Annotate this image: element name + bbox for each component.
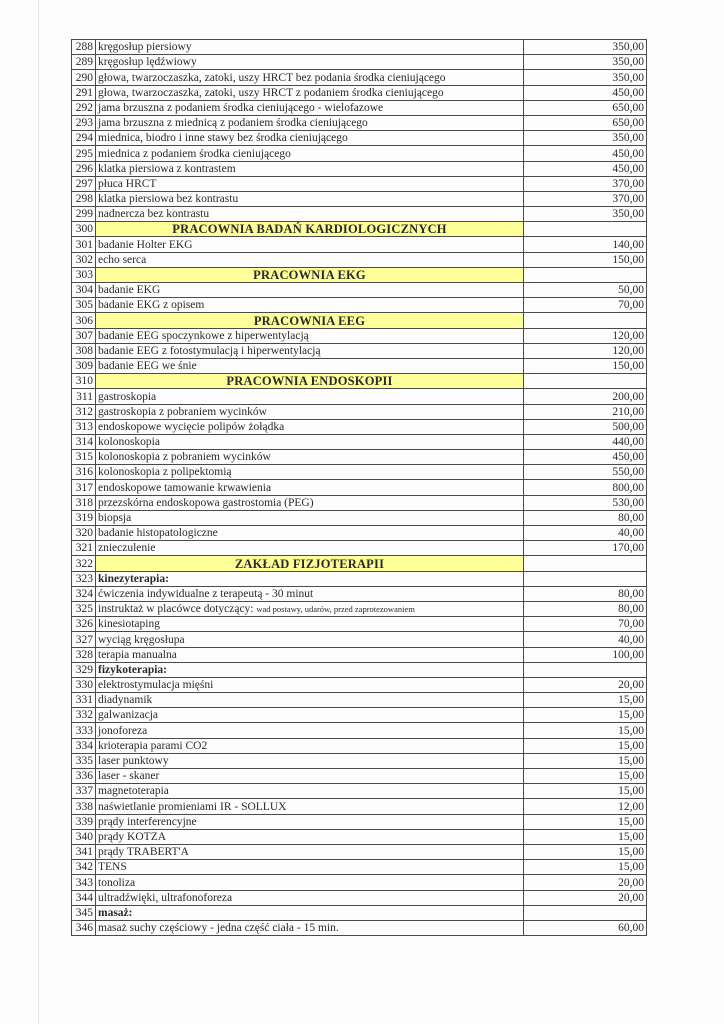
service-price: 500,00 — [524, 419, 647, 434]
table-row — [72, 723, 647, 738]
service-price — [524, 222, 647, 237]
table-row — [72, 875, 647, 890]
service-price — [524, 267, 647, 282]
service-price: 15,00 — [524, 769, 647, 784]
section-header-row — [72, 556, 647, 571]
service-price: 350,00 — [524, 55, 647, 70]
service-price: 80,00 — [524, 601, 647, 616]
service-description: galwanizacja — [96, 708, 524, 723]
service-price: 370,00 — [524, 176, 647, 191]
service-description: miednica z podaniem środka cieniującego — [96, 146, 524, 161]
table-row — [72, 829, 647, 844]
service-description: tonoliza — [96, 875, 524, 890]
table-row — [72, 890, 647, 905]
service-price: 15,00 — [524, 723, 647, 738]
row-number: 311 — [72, 389, 96, 404]
service-description: klatka piersiowa bez kontrastu — [96, 191, 524, 206]
section-title: ZAKŁAD FIZJOTERAPII — [96, 556, 524, 571]
service-price: 450,00 — [524, 161, 647, 176]
service-description: jama brzuszna z miednicą z podaniem środka cieniującego — [96, 115, 524, 130]
row-number: 335 — [72, 753, 96, 768]
table-row — [72, 207, 647, 222]
row-number: 336 — [72, 769, 96, 784]
row-number: 322 — [72, 556, 96, 571]
row-number: 330 — [72, 677, 96, 692]
service-price: 15,00 — [524, 693, 647, 708]
service-price: 210,00 — [524, 404, 647, 419]
service-description: badanie histopatologiczne — [96, 526, 524, 541]
table-row — [72, 799, 647, 814]
table-row — [72, 860, 647, 875]
service-description: laser punktowy — [96, 753, 524, 768]
table-row — [72, 298, 647, 313]
row-number: 305 — [72, 298, 96, 313]
service-price — [524, 556, 647, 571]
service-description: elektrostymulacja mięśni — [96, 677, 524, 692]
table-row — [72, 708, 647, 723]
row-number: 315 — [72, 450, 96, 465]
table-row — [72, 191, 647, 206]
row-number: 310 — [72, 374, 96, 389]
table-row — [72, 252, 647, 267]
row-number: 318 — [72, 495, 96, 510]
service-price — [524, 571, 647, 586]
service-price: 200,00 — [524, 389, 647, 404]
row-number: 302 — [72, 252, 96, 267]
section-header-row — [72, 267, 647, 282]
table-row — [72, 814, 647, 829]
service-price: 530,00 — [524, 495, 647, 510]
table-row — [72, 283, 647, 298]
service-price: 15,00 — [524, 844, 647, 859]
service-price: 370,00 — [524, 191, 647, 206]
row-number: 316 — [72, 465, 96, 480]
service-description: fizykoterapia: — [96, 662, 524, 677]
row-number: 290 — [72, 70, 96, 85]
row-number: 292 — [72, 100, 96, 115]
section-header-row — [72, 222, 647, 237]
service-description — [96, 601, 524, 616]
row-number: 327 — [72, 632, 96, 647]
table-row — [72, 677, 647, 692]
service-price: 450,00 — [524, 450, 647, 465]
service-description: ultradźwięki, ultrafonoforeza — [96, 890, 524, 905]
table-row — [72, 343, 647, 358]
subheader-row — [72, 571, 647, 586]
row-number: 343 — [72, 875, 96, 890]
service-price: 15,00 — [524, 784, 647, 799]
service-price: 650,00 — [524, 100, 647, 115]
service-description: badanie EEG spoczynkowe z hiperwentylacją — [96, 328, 524, 343]
table-row — [72, 146, 647, 161]
table-row — [72, 131, 647, 146]
row-number: 303 — [72, 267, 96, 282]
service-price: 20,00 — [524, 677, 647, 692]
table-row — [72, 510, 647, 525]
row-number: 295 — [72, 146, 96, 161]
service-price: 440,00 — [524, 434, 647, 449]
row-number: 329 — [72, 662, 96, 677]
row-number: 321 — [72, 541, 96, 556]
service-price: 350,00 — [524, 70, 647, 85]
price-table-body — [72, 40, 647, 936]
row-number: 339 — [72, 814, 96, 829]
page-edge-line — [38, 0, 39, 1024]
row-number: 291 — [72, 85, 96, 100]
table-row — [72, 100, 647, 115]
row-number: 317 — [72, 480, 96, 495]
service-description: przezskórna endoskopowa gastrostomia (PEG) — [96, 495, 524, 510]
row-number: 312 — [72, 404, 96, 419]
section-header-row — [72, 313, 647, 328]
service-description: krioterapia parami CO2 — [96, 738, 524, 753]
service-description: wyciąg kręgosłupa — [96, 632, 524, 647]
table-row — [72, 541, 647, 556]
service-description: płuca HRCT — [96, 176, 524, 191]
table-row — [72, 40, 647, 55]
service-price: 60,00 — [524, 920, 647, 935]
service-description: diadynamik — [96, 693, 524, 708]
service-description: naświetlanie promieniami IR - SOLLUX — [96, 799, 524, 814]
service-price: 150,00 — [524, 252, 647, 267]
service-price: 15,00 — [524, 860, 647, 875]
subheader-row — [72, 905, 647, 920]
service-description: endoskopowe wycięcie polipów żołądka — [96, 419, 524, 434]
service-description: prądy TRABERT'A — [96, 844, 524, 859]
table-row — [72, 844, 647, 859]
row-number: 300 — [72, 222, 96, 237]
service-price: 80,00 — [524, 510, 647, 525]
service-price: 80,00 — [524, 586, 647, 601]
service-price: 12,00 — [524, 799, 647, 814]
service-description: terapia manualna — [96, 647, 524, 662]
table-row — [72, 480, 647, 495]
table-row — [72, 586, 647, 601]
table-row — [72, 495, 647, 510]
table-row — [72, 632, 647, 647]
row-number: 342 — [72, 860, 96, 875]
row-number: 306 — [72, 313, 96, 328]
service-price: 140,00 — [524, 237, 647, 252]
table-row — [72, 176, 647, 191]
service-description: TENS — [96, 860, 524, 875]
table-row — [72, 769, 647, 784]
service-price — [524, 905, 647, 920]
table-row — [72, 404, 647, 419]
service-description: kręgosłup piersiowy — [96, 40, 524, 55]
service-description: badanie EEG we śnie — [96, 358, 524, 373]
service-price: 120,00 — [524, 328, 647, 343]
table-row — [72, 237, 647, 252]
section-title: PRACOWNIA ENDOSKOPII — [96, 374, 524, 389]
service-price: 20,00 — [524, 890, 647, 905]
row-number: 333 — [72, 723, 96, 738]
table-row — [72, 419, 647, 434]
table-row — [72, 85, 647, 100]
row-number: 294 — [72, 131, 96, 146]
service-description: klatka piersiowa z kontrastem — [96, 161, 524, 176]
row-number: 337 — [72, 784, 96, 799]
table-row — [72, 753, 647, 768]
service-description: kinesiotaping — [96, 617, 524, 632]
table-row — [72, 70, 647, 85]
row-number: 307 — [72, 328, 96, 343]
service-price: 40,00 — [524, 526, 647, 541]
table-row — [72, 526, 647, 541]
service-description: kinezyterapia: — [96, 571, 524, 586]
row-number: 325 — [72, 601, 96, 616]
service-description: gastroskopia — [96, 389, 524, 404]
table-row — [72, 389, 647, 404]
row-number: 296 — [72, 161, 96, 176]
service-description: kolonoskopia z pobraniem wycinków — [96, 450, 524, 465]
row-number: 341 — [72, 844, 96, 859]
service-price — [524, 374, 647, 389]
service-price: 100,00 — [524, 647, 647, 662]
service-description: gastroskopia z pobraniem wycinków — [96, 404, 524, 419]
service-price: 15,00 — [524, 738, 647, 753]
service-price: 450,00 — [524, 85, 647, 100]
service-price: 800,00 — [524, 480, 647, 495]
row-number: 324 — [72, 586, 96, 601]
service-price: 20,00 — [524, 875, 647, 890]
service-description: nadnercza bez kontrastu — [96, 207, 524, 222]
service-description: badanie EKG z opisem — [96, 298, 524, 313]
service-price: 15,00 — [524, 814, 647, 829]
table-row — [72, 693, 647, 708]
service-description: miednica, biodro i inne stawy bez środka cieniującego — [96, 131, 524, 146]
table-row — [72, 328, 647, 343]
row-number: 338 — [72, 799, 96, 814]
row-number: 334 — [72, 738, 96, 753]
table-row — [72, 738, 647, 753]
service-price — [524, 662, 647, 677]
row-number: 289 — [72, 55, 96, 70]
service-description: kolonoskopia z polipektomią — [96, 465, 524, 480]
service-price: 550,00 — [524, 465, 647, 480]
row-number: 345 — [72, 905, 96, 920]
service-description: kręgosłup lędźwiowy — [96, 55, 524, 70]
service-price: 150,00 — [524, 358, 647, 373]
service-price: 15,00 — [524, 753, 647, 768]
service-description-text: instruktaż w placówce dotyczący: — [98, 603, 254, 616]
row-number: 288 — [72, 40, 96, 55]
row-number: 314 — [72, 434, 96, 449]
service-price: 40,00 — [524, 632, 647, 647]
service-price: 350,00 — [524, 207, 647, 222]
service-description: jama brzuszna z podaniem środka cieniującego - wielofazowe — [96, 100, 524, 115]
service-price: 15,00 — [524, 708, 647, 723]
row-number: 328 — [72, 647, 96, 662]
service-description: magnetoterapia — [96, 784, 524, 799]
table-row — [72, 450, 647, 465]
service-description: endoskopowe tamowanie krwawienia — [96, 480, 524, 495]
service-price: 650,00 — [524, 115, 647, 130]
row-number: 331 — [72, 693, 96, 708]
table-row — [72, 55, 647, 70]
service-price: 170,00 — [524, 541, 647, 556]
service-price: 120,00 — [524, 343, 647, 358]
row-number: 326 — [72, 617, 96, 632]
service-price: 350,00 — [524, 131, 647, 146]
row-number: 320 — [72, 526, 96, 541]
service-price: 70,00 — [524, 298, 647, 313]
service-description: kolonoskopia — [96, 434, 524, 449]
row-number: 319 — [72, 510, 96, 525]
service-description: biopsja — [96, 510, 524, 525]
table-row — [72, 920, 647, 935]
service-description: laser - skaner — [96, 769, 524, 784]
row-number: 346 — [72, 920, 96, 935]
service-description: masaż suchy częściowy - jedna część ciała - 15 min. — [96, 920, 524, 935]
service-description: głowa, twarzoczaszka, zatoki, uszy HRCT bez podania środka cieniującego — [96, 70, 524, 85]
section-header-row — [72, 374, 647, 389]
service-price: 50,00 — [524, 283, 647, 298]
row-number: 301 — [72, 237, 96, 252]
service-price — [524, 313, 647, 328]
service-description: ćwiczenia indywidualne z terapeutą - 30 minut — [96, 586, 524, 601]
service-price: 15,00 — [524, 829, 647, 844]
section-title: PRACOWNIA BADAŃ KARDIOLOGICZNYCH — [96, 222, 524, 237]
row-number: 313 — [72, 419, 96, 434]
table-row — [72, 161, 647, 176]
subheader-row — [72, 662, 647, 677]
row-number: 308 — [72, 343, 96, 358]
row-number: 298 — [72, 191, 96, 206]
table-row — [72, 647, 647, 662]
row-number: 340 — [72, 829, 96, 844]
table-row — [72, 434, 647, 449]
service-description: prądy KOTZA — [96, 829, 524, 844]
row-number: 299 — [72, 207, 96, 222]
service-note: wad postawy, udarów, przed zaprotezowaniem — [256, 604, 415, 615]
section-title: PRACOWNIA EKG — [96, 267, 524, 282]
row-number: 293 — [72, 115, 96, 130]
service-description: głowa, twarzoczaszka, zatoki, uszy HRCT z podaniem środka cieniującego — [96, 85, 524, 100]
table-row — [72, 115, 647, 130]
table-row — [72, 358, 647, 373]
service-price: 350,00 — [524, 40, 647, 55]
table-row — [72, 465, 647, 480]
service-price: 70,00 — [524, 617, 647, 632]
service-description: badanie Holter EKG — [96, 237, 524, 252]
service-description: masaż: — [96, 905, 524, 920]
section-title: PRACOWNIA EEG — [96, 313, 524, 328]
service-description: prądy interferencyjne — [96, 814, 524, 829]
service-description: znieczulenie — [96, 541, 524, 556]
service-description: jonoforeza — [96, 723, 524, 738]
service-description: badanie EEG z fotostymulacją i hiperwentylacją — [96, 343, 524, 358]
table-row — [72, 617, 647, 632]
table-row — [72, 784, 647, 799]
service-price: 450,00 — [524, 146, 647, 161]
row-number: 332 — [72, 708, 96, 723]
table-row — [72, 601, 647, 616]
row-number: 344 — [72, 890, 96, 905]
row-number: 309 — [72, 358, 96, 373]
service-description: badanie EKG — [96, 283, 524, 298]
row-number: 304 — [72, 283, 96, 298]
row-number: 297 — [72, 176, 96, 191]
price-table — [71, 39, 647, 936]
row-number: 323 — [72, 571, 96, 586]
service-description: echo serca — [96, 252, 524, 267]
